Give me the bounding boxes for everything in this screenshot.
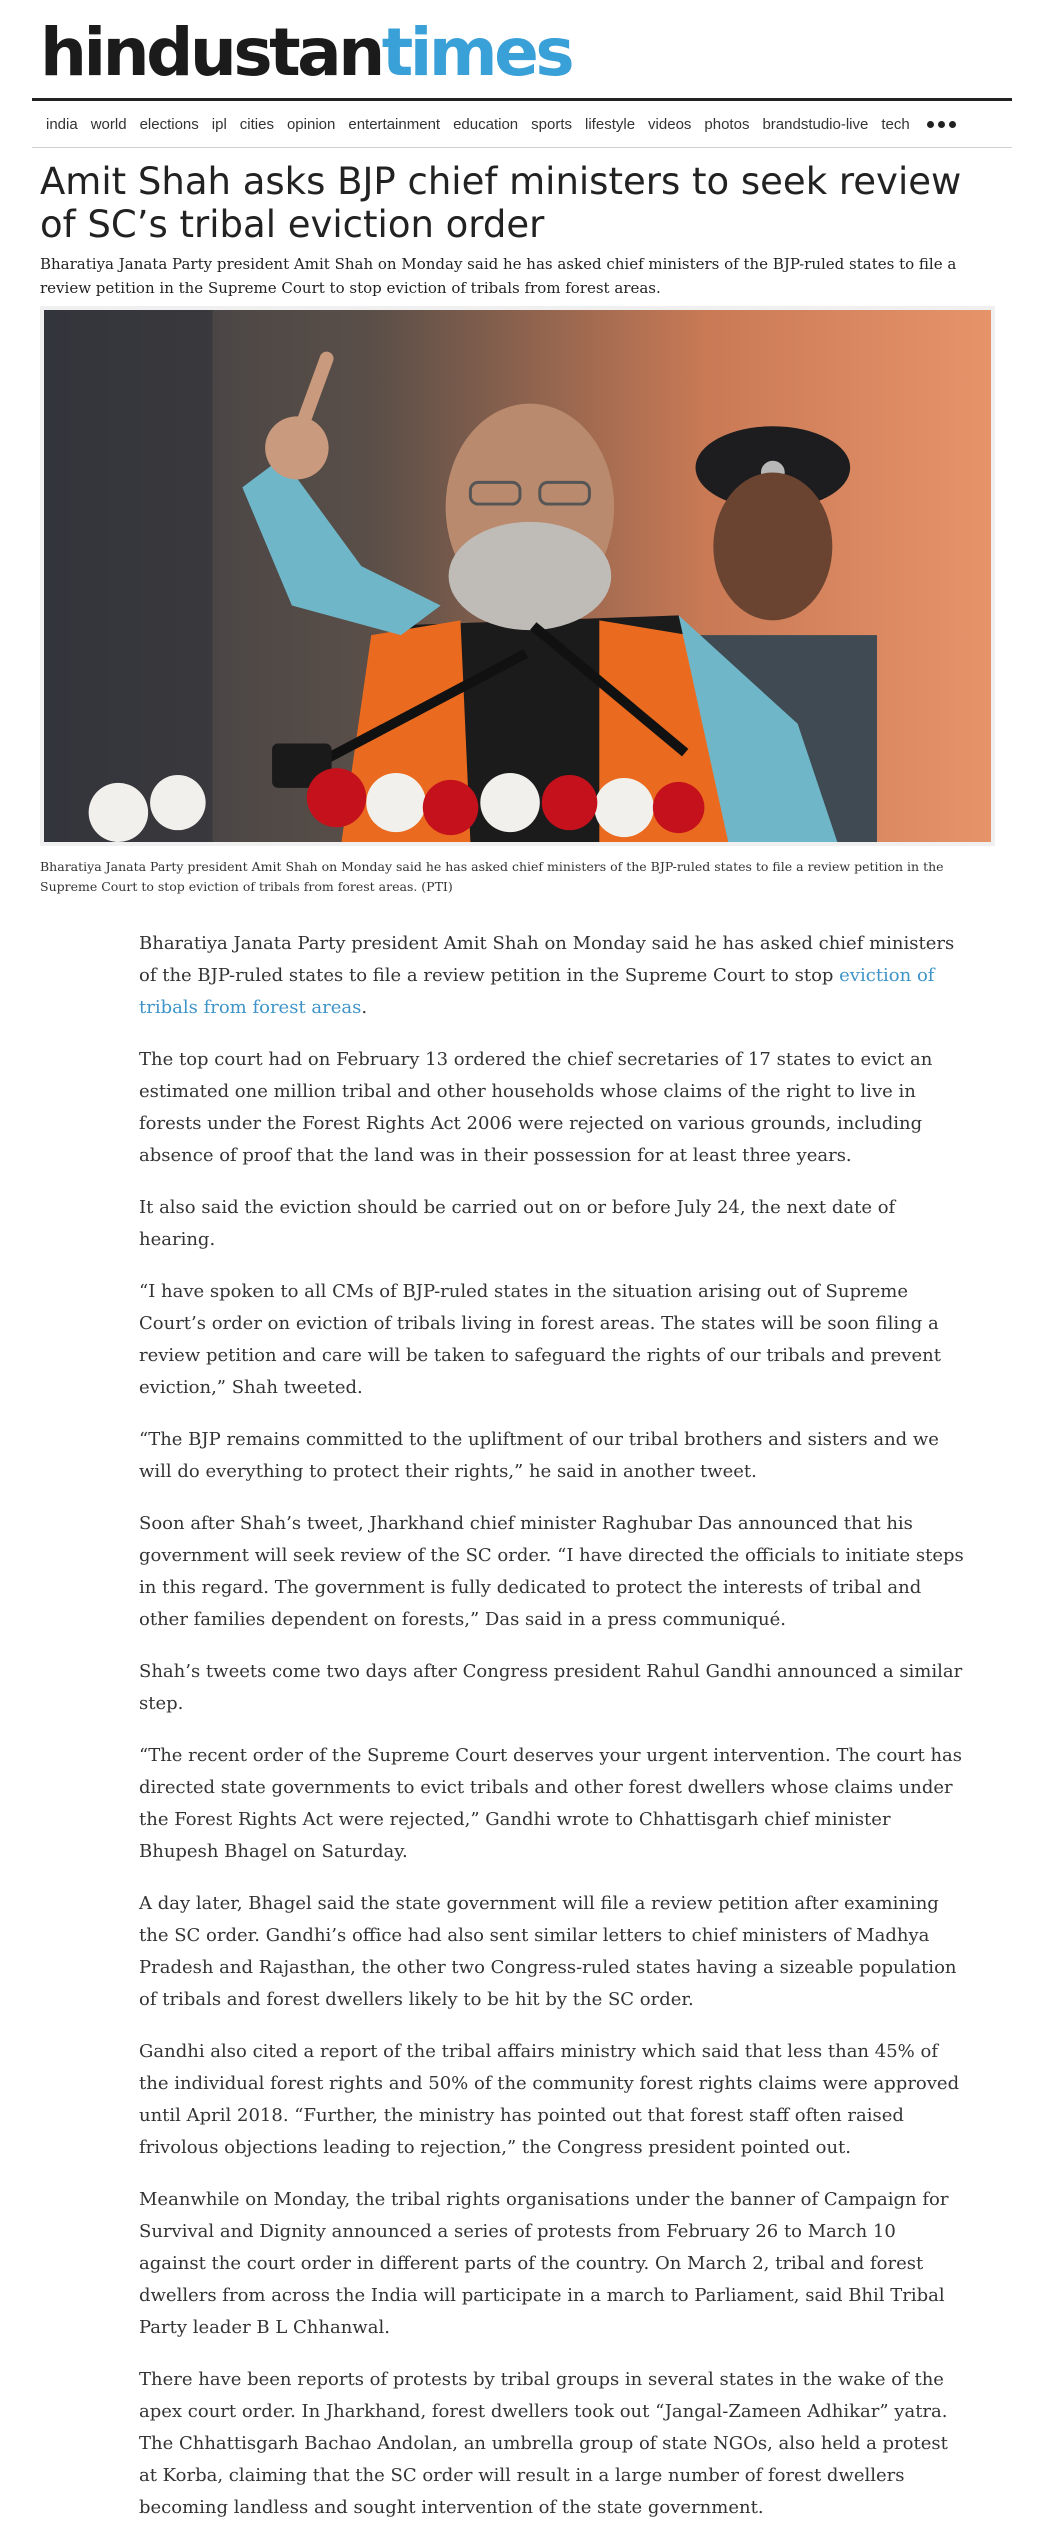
nav-item-videos[interactable]: videos	[648, 115, 692, 133]
article-paragraph: Soon after Shah’s tweet, Jharkhand chief minister Raghubar Das announced that his government will seek review of the SC order. “I have directed the officials to initiate steps in this regard. The government is fully dedicated to protect the interests of tribal and other families dependent on forests,” Das said in a press communiqué.	[139, 1513, 964, 1630]
masthead	[40, 14, 1000, 91]
nav-item-opinion[interactable]: opinion	[286, 115, 336, 133]
nav-item-ipl[interactable]: ipl	[211, 115, 227, 133]
article-paragraph: “I have spoken to all CMs of BJP-ruled states in the situation arising out of Supreme Court’s order on eviction of tribals living in forest areas. The states will be soon filing a review petition and care will be taken to safeguard the rights of our tribals and prevent eviction,” Shah tweeted.	[139, 1281, 941, 1398]
paragraph-text: .	[361, 997, 368, 1018]
more-dot	[927, 121, 934, 128]
article-paragraph	[139, 928, 965, 1024]
logo-part-hindustan: hindustan	[40, 14, 382, 91]
more-dot	[938, 121, 945, 128]
article-summary: Bharatiya Janata Party president Amit Shah on Monday said he has asked chief ministers of the BJP-ruled states to file a review petition in the Supreme Court to stop eviction of tribals from forest areas.	[40, 255, 957, 297]
article-photo	[40, 306, 995, 846]
paragraph-text: Bharatiya Janata Party president Amit Shah on Monday said he has asked chief ministers of the BJP-ruled states to file a review petition in the Supreme Court to stop	[139, 933, 955, 986]
article-paragraph: “The recent order of the Supreme Court deserves your urgent intervention. The court has directed state governments to evict tribals and other forest dwellers whose claims under the Forest Rights Act were rejected,” Gandhi wrote to Chhattisgarh chief minister Bhupesh Bhagel on Saturday.	[139, 1745, 962, 1862]
nav-item-education[interactable]: education	[453, 115, 519, 133]
article-paragraph: It also said the eviction should be carried out on or before July 24, the next date of hearing.	[139, 1197, 896, 1250]
nav-item-cities[interactable]: cities	[239, 115, 274, 133]
article-paragraph: “The BJP remains committed to the upliftment of our tribal brothers and sisters and we will do everything to protect their rights,” he said in another tweet.	[139, 1429, 939, 1482]
article-paragraph: Gandhi also cited a report of the tribal affairs ministry which said that less than 45% of the individual forest rights and 50% of the community forest rights claims were approved until April 2018. “Further, the ministry has pointed out that forest staff often raised frivolous objections leading to rejection,” the Congress president pointed out.	[139, 2041, 960, 2158]
nav-item-world[interactable]: world	[90, 115, 127, 133]
nav-item-india[interactable]: india	[46, 115, 78, 133]
more-menu-icon[interactable]	[927, 121, 956, 128]
photo-caption: Bharatiya Janata Party president Amit Shah on Monday said he has asked chief ministers of the BJP-ruled states to file a review petition in the Supreme Court to stop eviction of tribals from forest areas. (PTI)	[40, 859, 944, 894]
nav-item-elections[interactable]: elections	[139, 115, 199, 133]
article-paragraph: Meanwhile on Monday, the tribal rights organisations under the banner of Campaign for Survival and Dignity announced a series of protests from February 26 to March 10 against the court order in different parts of the country. On March 2, tribal and forest dwellers from across the India will participate in a march to Parliament, said Bhil Tribal Party leader B L Chhanwal.	[139, 2189, 949, 2338]
site-logo[interactable]	[40, 14, 1000, 91]
article-body	[139, 928, 965, 2532]
nav-item-entertainment[interactable]: entertainment	[348, 115, 441, 133]
nav-item-photos[interactable]: photos	[704, 115, 750, 133]
nav-item-tech[interactable]: tech	[881, 115, 910, 133]
more-dot	[949, 121, 956, 128]
nav-item-lifestyle[interactable]: lifestyle	[585, 115, 636, 133]
article-headline: Amit Shah asks BJP chief ministers to seek review of SC’s tribal eviction order	[40, 160, 962, 246]
photo-illustration	[44, 310, 991, 842]
eviction-link[interactable]: eviction of tribals from forest areas	[139, 965, 935, 1018]
article-paragraph: Shah’s tweets come two days after Congress president Rahul Gandhi announced a similar step.	[139, 1661, 963, 1714]
article-paragraph: The top court had on February 13 ordered the chief secretaries of 17 states to evict an estimated one million tribal and other households whose claims of the right to live in forests under the Forest Rights Act 2006 were rejected on various grounds, including absence of proof that the land was in their possession for at least three years.	[139, 1049, 933, 1166]
nav-item-sports[interactable]: sports	[531, 115, 573, 133]
article-paragraph: There have been reports of protests by tribal groups in several states in the wake of the apex court order. In Jharkhand, forest dwellers took out “Jangal-Zameen Adhikar” yatra. The Chhattisgarh Bachao Andolan, an umbrella group of state NGOs, also held a protest at Korba, claiming that the SC order will result in a large number of forest dwellers becoming landless and sought intervention of the state government.	[139, 2369, 948, 2518]
nav-item-brandstudio-live[interactable]: brandstudio-live	[762, 115, 869, 133]
logo-part-times: times	[381, 14, 572, 91]
article-paragraph: A day later, Bhagel said the state government will file a review petition after examining the SC order. Gandhi’s office had also sent similar letters to chief ministers of Madhya Pradesh and Rajasthan, the other two Congress-ruled states having a sizeable population of tribals and forest dwellers likely to be hit by the SC order.	[139, 1893, 957, 2010]
main-nav	[32, 98, 1012, 148]
